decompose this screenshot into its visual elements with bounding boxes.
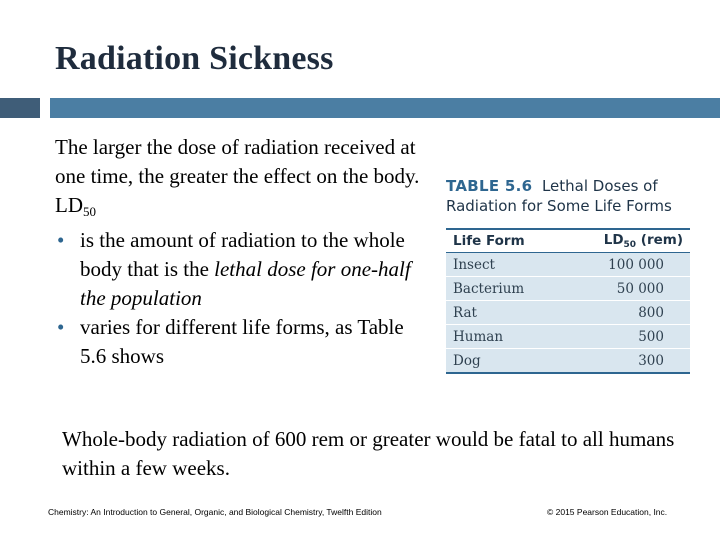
bullet-icon: • bbox=[57, 315, 65, 339]
life-form-cell: Rat bbox=[446, 301, 563, 325]
bullet-varies-text: varies for different life forms, as Table 5.6 shows bbox=[80, 315, 404, 368]
dose-cell: 300 bbox=[563, 349, 690, 374]
table-row bbox=[446, 253, 690, 277]
lethal-dose-table-figure bbox=[446, 176, 690, 374]
ld-prefix: LD bbox=[55, 193, 83, 217]
ld50-bullet-list bbox=[55, 226, 425, 371]
life-form-cell: Insect bbox=[446, 253, 563, 277]
footer-copyright: © 2015 Pearson Education, Inc. bbox=[547, 507, 668, 517]
table-label: TABLE 5.6 bbox=[446, 177, 533, 195]
header-ld-prefix: LD bbox=[603, 232, 624, 248]
title-accent-bar-small bbox=[0, 98, 40, 118]
table-caption bbox=[446, 176, 690, 216]
fatal-dose-note: Whole-body radiation of 600 rem or greater would be fatal to all humans within a few weeks. bbox=[62, 427, 675, 480]
lethal-dose-table bbox=[446, 228, 690, 374]
table-row bbox=[446, 301, 690, 325]
ld-subscript: 50 bbox=[83, 204, 96, 219]
header-ld50 bbox=[563, 229, 690, 253]
slide-title: Radiation Sickness bbox=[55, 40, 334, 77]
table-row bbox=[446, 349, 690, 374]
bullet-item-definition bbox=[55, 226, 425, 313]
table-caption-text: Lethal Doses of Radiation for Some Life Forms bbox=[446, 177, 672, 215]
footer-book-title: Chemistry: An Introduction to General, Organic, and Biological Chemistry, Twelfth Edition bbox=[48, 507, 382, 517]
life-form-cell: Bacterium bbox=[446, 277, 563, 301]
intro-paragraph: The larger the dose of radiation received at one time, the greater the effect on the body. bbox=[55, 135, 420, 188]
ld50-heading bbox=[55, 191, 425, 226]
life-form-cell: Dog bbox=[446, 349, 563, 374]
dose-cell: 500 bbox=[563, 325, 690, 349]
bullet-definition-italic: lethal dose for one-half the population bbox=[80, 257, 411, 310]
title-accent-bar bbox=[50, 98, 720, 118]
dose-cell: 800 bbox=[563, 301, 690, 325]
bullet-item-varies bbox=[55, 313, 425, 371]
bullet-icon: • bbox=[57, 228, 65, 252]
table-row bbox=[446, 277, 690, 301]
slide-body bbox=[55, 133, 425, 371]
table-row bbox=[446, 325, 690, 349]
table-header-row bbox=[446, 229, 690, 253]
header-life-form: Life Form bbox=[446, 229, 563, 253]
dose-cell: 50 000 bbox=[563, 277, 690, 301]
life-form-cell: Human bbox=[446, 325, 563, 349]
header-ld-unit: (rem) bbox=[636, 232, 683, 248]
bullet-definition-text: is the amount of radiation to the whole body that is the bbox=[80, 228, 405, 281]
header-ld-subscript: 50 bbox=[623, 240, 637, 250]
dose-cell: 100 000 bbox=[563, 253, 690, 277]
